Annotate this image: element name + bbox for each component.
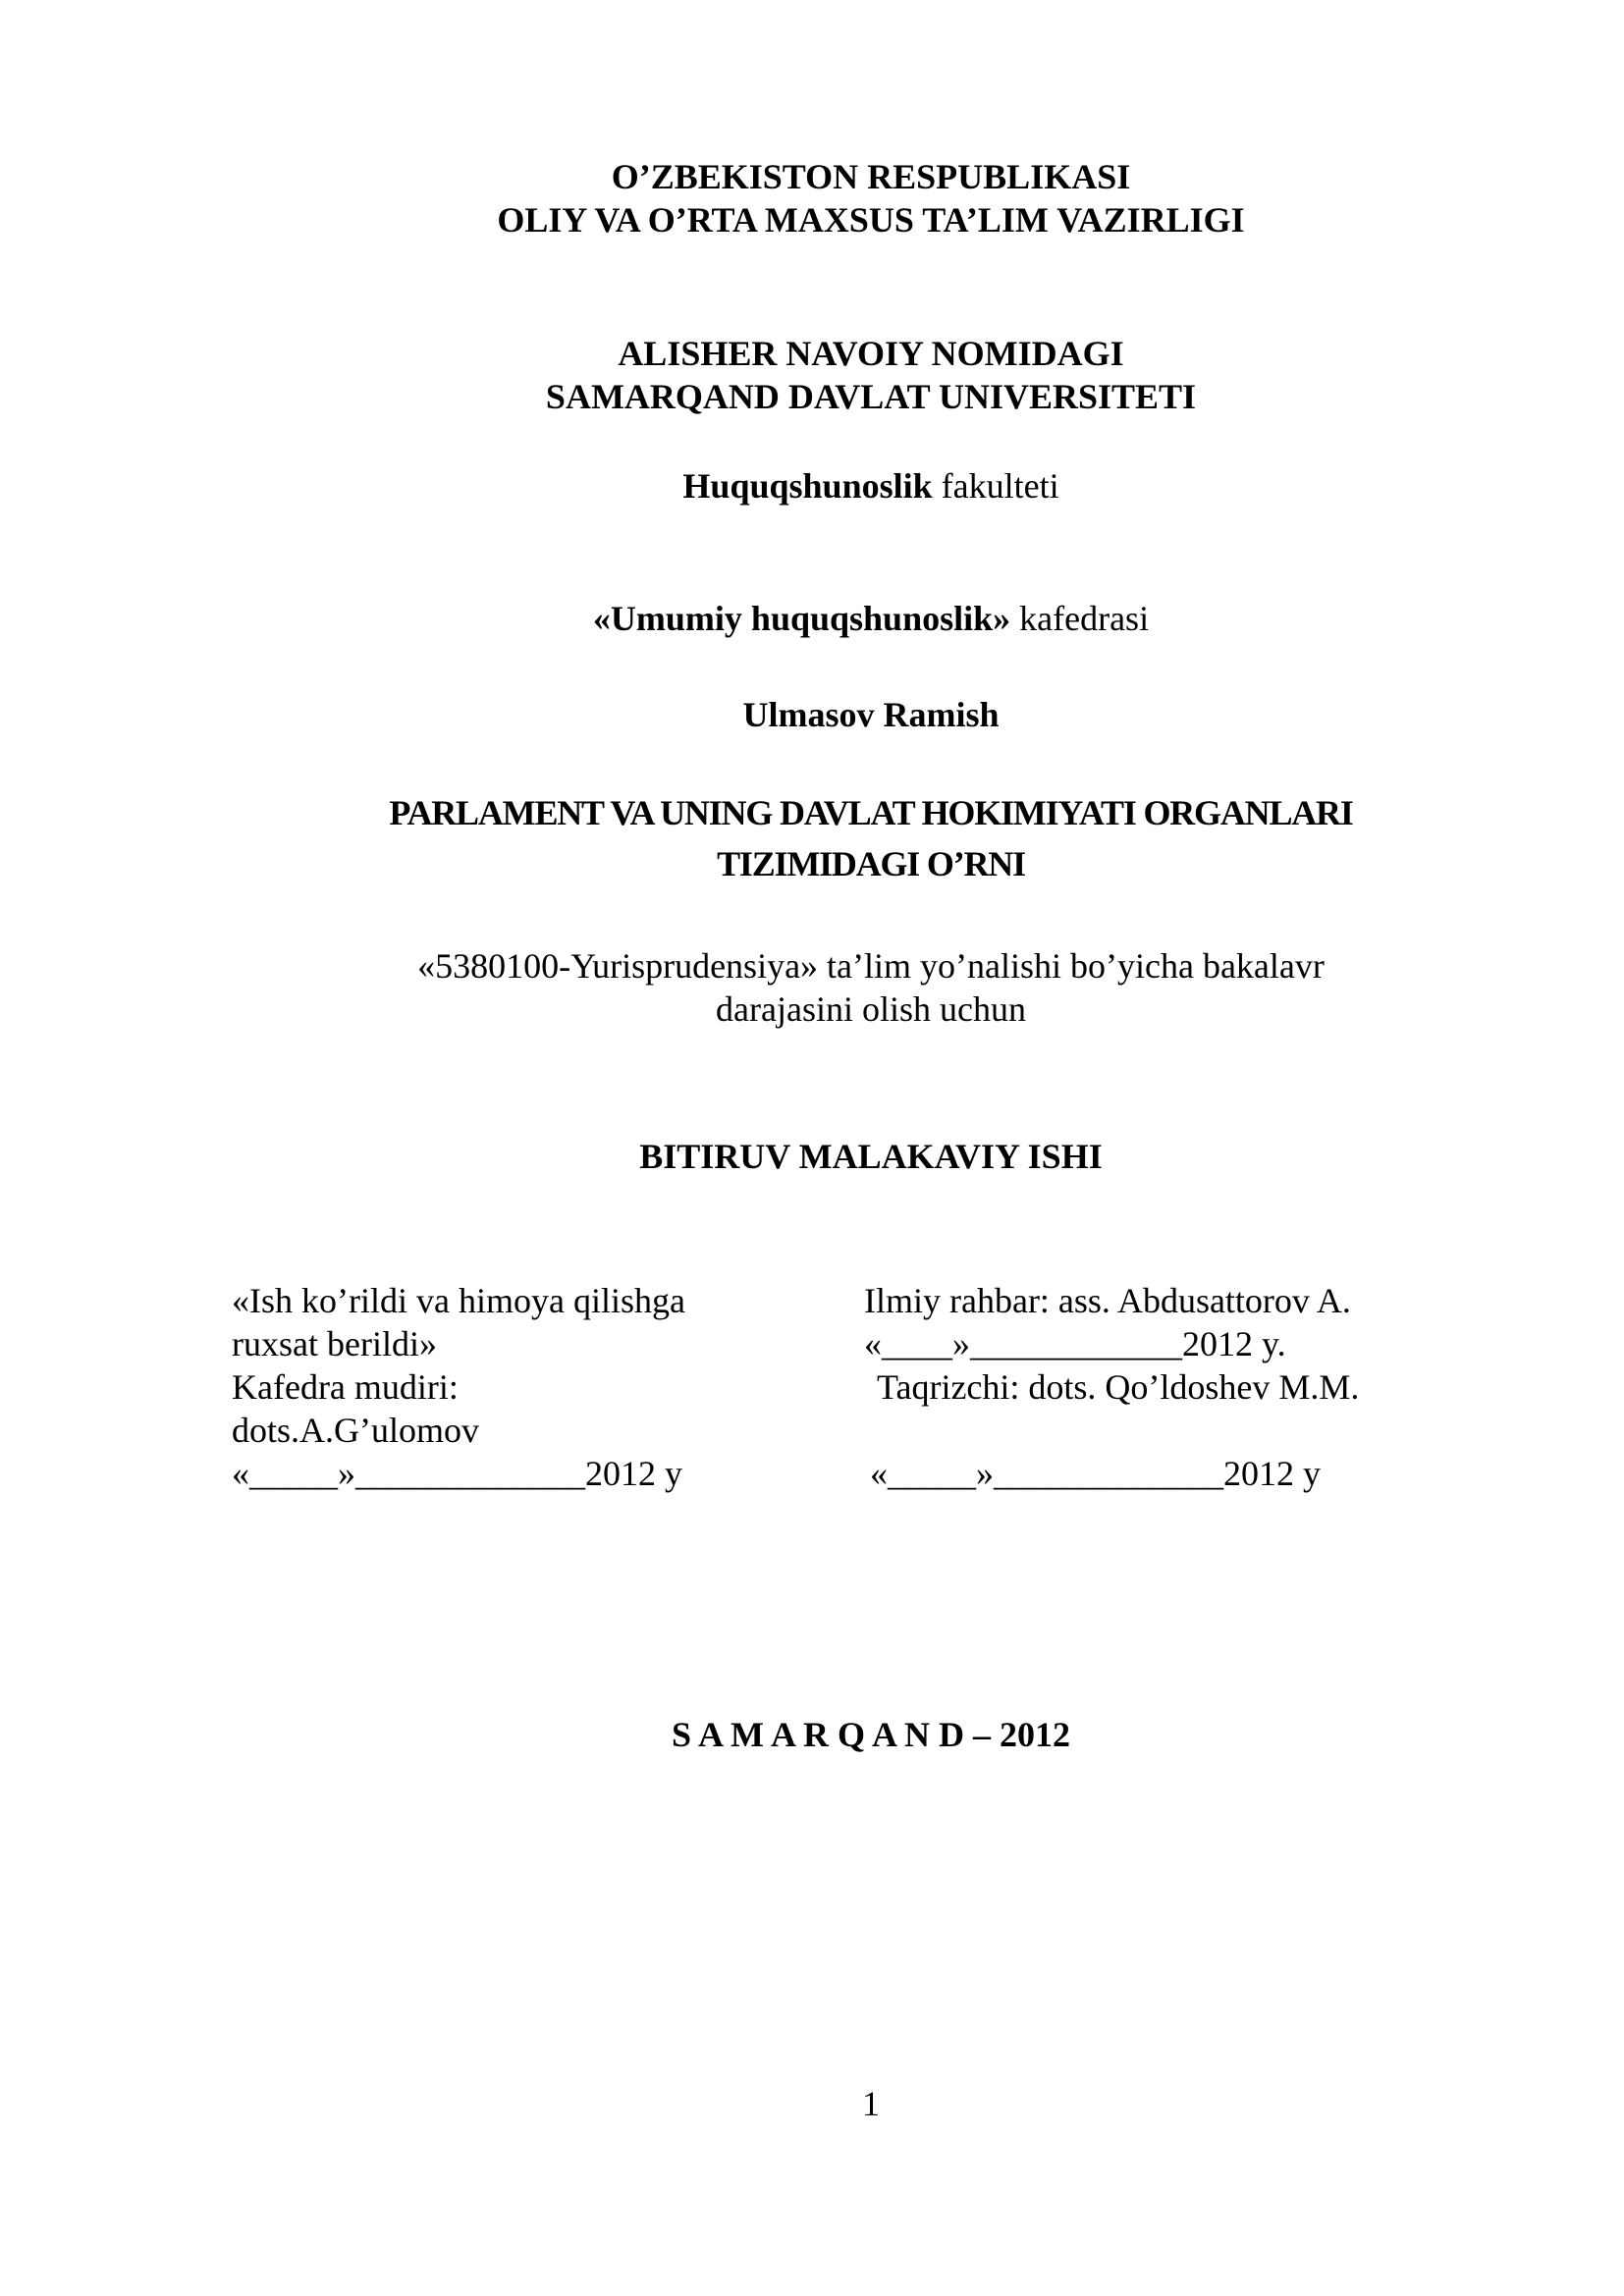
ministry-line-2: OLIY VA O’RTA MAXSUS TA’LIM VAZIRLIGI: [497, 200, 1245, 240]
supervisor-date: «____»____________2012 y.: [864, 1324, 1286, 1363]
approval-left-line-2: ruxsat berildi»: [232, 1324, 437, 1363]
reviewer-date: «_____»_____________2012 y: [870, 1454, 1321, 1493]
thesis-title-line-2: TIZIMIDAGI O’RNI: [717, 844, 1025, 883]
work-type: BITIRUV MALAKAVIY ISHI: [639, 1137, 1103, 1176]
approval-left-date: «_____»_____________2012 y: [232, 1454, 682, 1493]
thesis-title-line-1: PARLAMENT VA UNING DAVLAT HOKIMIYATI ORGANLARI: [389, 793, 1353, 832]
department-line: [0, 597, 1624, 640]
approval-left-line-1: «Ish ko’rildi va himoya qilishga: [232, 1281, 685, 1320]
faculty-line: [0, 464, 1624, 507]
university-line-1: ALISHER NAVOIY NOMIDAGI: [618, 334, 1124, 373]
supervisor-line: Ilmiy rahbar: ass. Abdusattorov A.: [864, 1281, 1351, 1320]
degree-line-2: darajasini olish uchun: [716, 989, 1026, 1029]
author-name: Ulmasov Ramish: [742, 695, 1000, 734]
department-name: «Umumiy huquqshunoslik»: [592, 599, 1011, 638]
reviewer-line: Taqrizchi: dots. Qo’ldoshev M.M.: [877, 1367, 1360, 1407]
faculty-suffix: fakulteti: [932, 466, 1059, 506]
degree-line-1: «5380100-Yurisprudensiya» ta’lim yo’nalishi bo’yicha bakalavr: [417, 946, 1325, 986]
department-head-label: Kafedra mudiri:: [232, 1367, 459, 1407]
page-number: 1: [862, 2084, 880, 2123]
department-suffix: kafedrasi: [1010, 599, 1150, 638]
faculty-name: Huquqshunoslik: [682, 466, 933, 506]
department-head-name: dots.A.G’ulomov: [232, 1411, 479, 1450]
university-line-2: SAMARQAND DAVLAT UNIVERSITETI: [545, 377, 1197, 416]
city-year: S A M A R Q A N D – 2012: [671, 1715, 1071, 1754]
ministry-line-1: O’ZBEKISTON RESPUBLIKASI: [611, 157, 1131, 196]
